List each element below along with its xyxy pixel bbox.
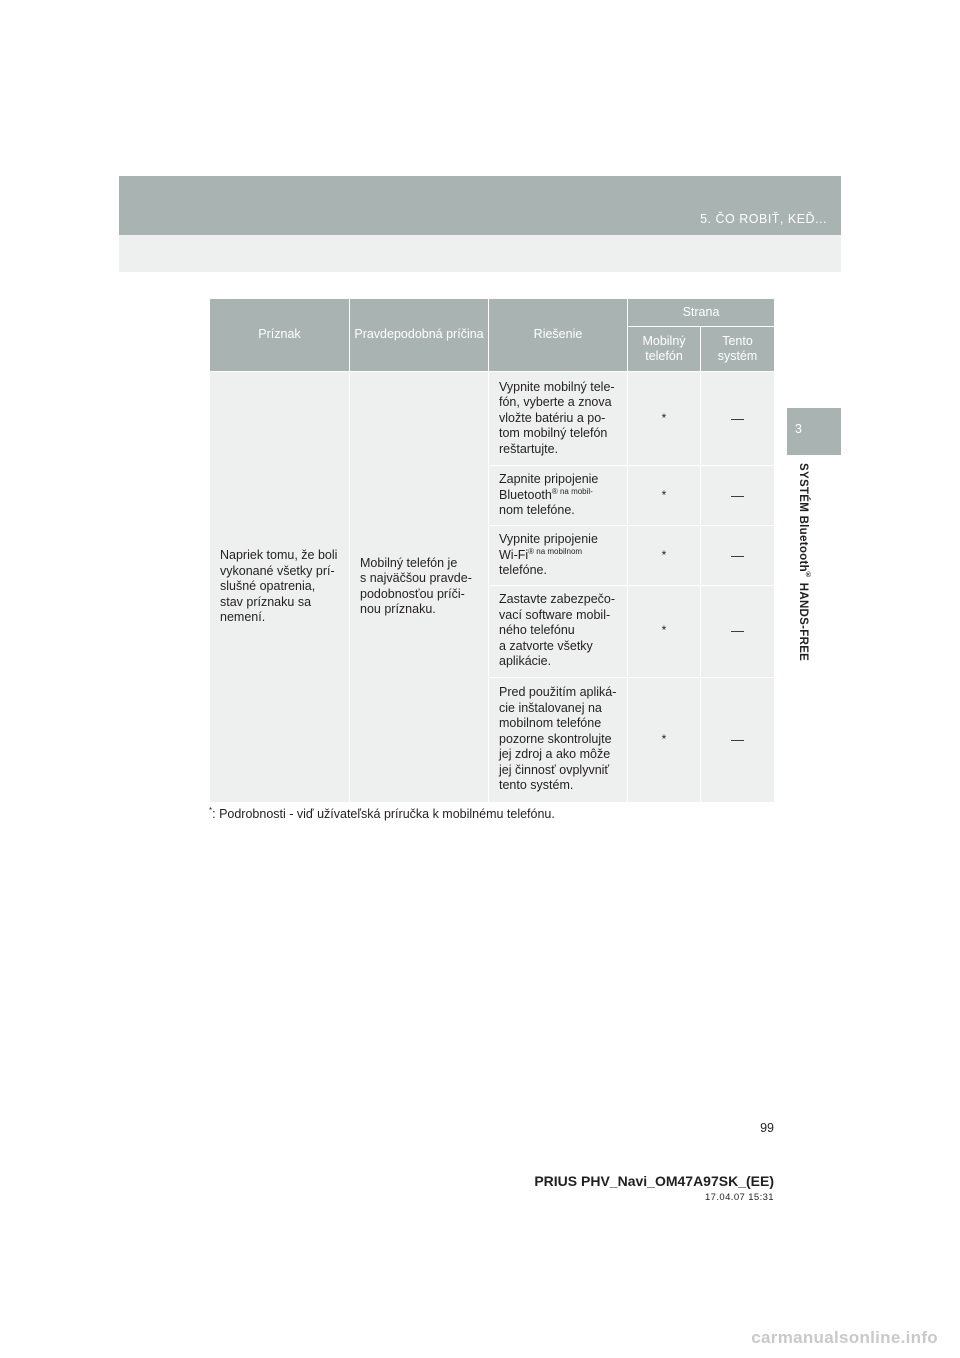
solution-line: ného telefónu	[499, 623, 575, 638]
registered-mark: ® na mobilnom	[528, 546, 583, 556]
symptom-line: slušné opatrenia,	[220, 579, 316, 593]
header-solution: Riešenie	[489, 299, 628, 372]
solution-line: Zastavte zabezpečo-	[499, 592, 616, 607]
solution-line: cie inštalovanej na	[499, 700, 602, 715]
solution-line: Pred použitím apliká-	[499, 685, 617, 700]
watermark: carmanualsonline.info	[751, 1328, 938, 1347]
footnote-mark: *	[209, 806, 213, 815]
system-cell: —	[701, 585, 775, 677]
mobile-cell: *	[628, 677, 701, 802]
solution-line: Zapnite pripojenie	[499, 472, 599, 487]
solution-cell	[489, 585, 628, 677]
system-cell: —	[701, 372, 775, 466]
header-mobile: Mobilný telefón	[628, 327, 701, 372]
system-cell: —	[701, 466, 775, 526]
solution-line: Wi-Fi	[499, 547, 529, 562]
solution-line: aplikácie.	[499, 654, 552, 669]
solution-cell	[489, 677, 628, 802]
solution-line: tento systém.	[499, 778, 574, 793]
header-subband	[119, 235, 841, 272]
cause-line: s najväčšou pravde-	[360, 571, 472, 586]
symptom-line: Napriek tomu, že boli	[220, 548, 338, 562]
cause-line: Mobilný telefón je	[360, 555, 458, 570]
solution-cell	[489, 526, 628, 586]
chapter-number: 3	[795, 422, 802, 436]
cause-line: nou príznaku.	[360, 602, 436, 617]
document-code: PRIUS PHV_Navi_OM47A97SK_(EE)	[534, 1173, 774, 1189]
chapter-label-text: SYSTÉM Bluetooth	[797, 463, 809, 572]
page-number: 99	[760, 1121, 774, 1135]
mobile-cell: *	[628, 466, 701, 526]
solution-cell	[489, 466, 628, 526]
header-system: Tento systém	[701, 327, 775, 372]
solution-line: Bluetooth	[499, 487, 552, 502]
solution-line: telefóne.	[499, 563, 547, 577]
solution-line: jej činnosť ovplyvniť	[499, 762, 610, 777]
section-title: 5. ČO ROBIŤ, KEĎ...	[700, 212, 827, 226]
mobile-cell: *	[628, 526, 701, 586]
solution-line: reštartujte.	[499, 441, 559, 456]
solution-line: jej zdroj a ako môže	[499, 747, 611, 762]
system-cell: —	[701, 677, 775, 802]
solution-line: nom telefóne.	[499, 503, 575, 518]
chapter-tab[interactable]	[787, 408, 841, 455]
header-side: Strana	[628, 299, 775, 327]
mobile-cell: *	[628, 372, 701, 466]
mobile-cell: *	[628, 585, 701, 677]
solution-cell	[489, 372, 628, 466]
chapter-label	[797, 463, 812, 661]
symptom-cell	[210, 372, 350, 803]
symptom-line: stav príznaku sa	[220, 594, 312, 609]
system-cell: —	[701, 526, 775, 586]
registered-mark: ® na mobil-	[551, 486, 593, 496]
solution-line: Vypnite mobilný tele-	[499, 379, 615, 394]
solution-line: fón, vyberte a znova	[499, 395, 612, 410]
cause-line: podobnosťou príči-	[360, 586, 465, 601]
chapter-label-suffix: HANDS-FREE	[797, 579, 809, 662]
solution-line: tom mobilný telefón	[499, 426, 608, 441]
document-timestamp: 17.04.07 15:31	[705, 1192, 774, 1203]
troubleshooting-table	[209, 298, 775, 803]
chapter-label-reg: ®	[804, 571, 812, 580]
symptom-line: nemení.	[220, 610, 266, 624]
header-symptom: Príznak	[210, 299, 350, 372]
solution-line: vložte batériu a po-	[499, 410, 606, 425]
solution-line: vací software mobil-	[499, 607, 611, 622]
header-band	[119, 176, 841, 235]
footnote-text: : Podrobnosti - viď užívateľská príručka k mobilnému telefónu.	[212, 807, 555, 822]
footnote	[209, 806, 555, 821]
solution-line: mobilnom telefóne	[499, 716, 602, 731]
cause-cell	[350, 372, 489, 803]
solution-line: Vypnite pripojenie	[499, 532, 598, 546]
symptom-line: vykonané všetky prí-	[220, 563, 335, 578]
solution-line: a zatvorte všetky	[499, 638, 593, 653]
solution-line: pozorne skontrolujte	[499, 731, 612, 746]
header-cause: Pravdepodobná príčina	[350, 299, 489, 372]
